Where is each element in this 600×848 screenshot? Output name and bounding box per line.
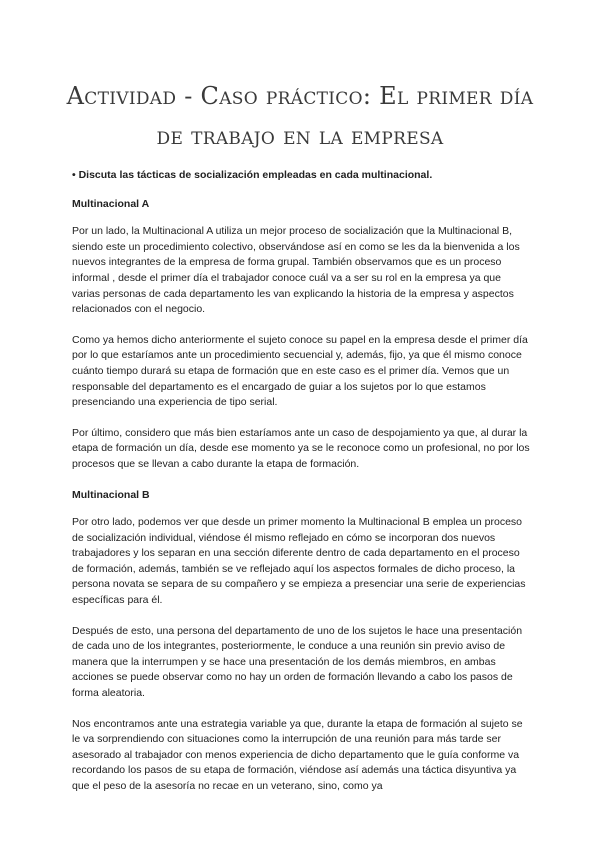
paragraph: Por último, considero que más bien estaríamos ante un caso de despojamiento ya que, al durar la etapa de formación un día, desde ese momento ya se le reconoce como un profesional, no por los procesos que se llevan a cabo durante la etapa de formación.	[72, 426, 530, 470]
paragraph: Después de esto, una persona del departamento de uno de los sujetos le hace una presentación de cada uno de los integrantes, posteriormente, le conduce a una reunión sin previo aviso de manera que la interrumpen y se hace una presentación de los demás miembros, en ambas acciones se puede observar como no hay un orden de formación llevando a cabo los pasos de forma aleatoria.	[72, 624, 523, 700]
question-bullet: • Discuta las tácticas de socialización empleadas en cada multinacional.	[72, 169, 433, 181]
paragraph: Nos encontramos ante una estrategia variable ya que, durante la etapa de formación al sujeto se le va sorprendiendo con situaciones como la interrupción de una reunión para más tarde ser asesorado al trabajador con menos experiencia de dicho departamento que le guía conforme va recordando los pasos de su etapa de formación, viéndose así además una táctica disyuntiva ya que el peso de la asesoría no recae en un veterano, sino, como ya	[72, 717, 523, 792]
paragraph: Por un lado, la Multinacional A utiliza un mejor proceso de socialización que la Multinacional B, siendo este un procedimiento colectivo, observándose así en como se les da la bienvenida a los nuevos integrantes de la empresa de forma grupal. También observamos que es un proceso informal , desde el primer día el trabajador conoce cuál va a ser su rol en la empresa ya que varias personas de cada departamento les van explicando la historia de la empresa y aspectos relacionados con el negocio.	[72, 225, 520, 316]
section-heading-b: Multinacional B	[72, 488, 150, 501]
section-heading-a: Multinacional A	[72, 197, 150, 210]
paragraph: Como ya hemos dicho anteriormente el sujeto conoce su papel en la empresa desde el primer día por lo que estaríamos ante un procedimiento secuencial y, además, fijo, ya que él mismo conoce cuánto tiempo durará su etapa de formación que en este caso es el primer día. Vemos que un responsable del departamento es el encargado de guiar a los sujetos por lo que estamos presenciando una experiencia de tipo serial.	[72, 333, 528, 409]
document-body	[72, 168, 530, 810]
paragraph: Por otro lado, podemos ver que desde un primer momento la Multinacional B emplea un proceso de socialización individual, viéndose él mismo reflejado en cómo se incorporan dos nuevos trabajadores y los separan en una sección diferente dentro de cada departamento en el proceso de formación, además, también se ve reflejado aquí los aspectos formales de dicho proceso, la persona novata se separa de su compañero y se empieza a presenciar una serie de experiencias específicas para él.	[72, 516, 526, 607]
document-title: Actividad - Caso práctico: El primer día de trabajo en la empresa	[66, 82, 534, 150]
